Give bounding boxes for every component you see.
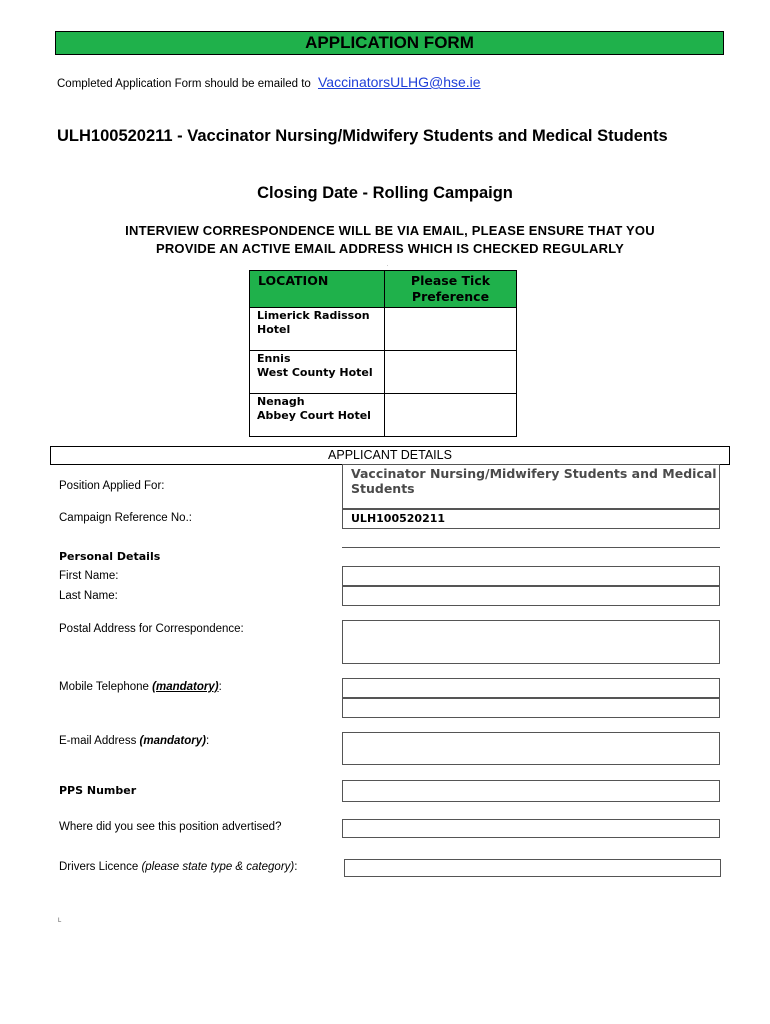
licence-label-text: Drivers Licence: [59, 861, 142, 873]
mobile-telephone-field-2[interactable]: [342, 698, 720, 718]
first-name-label: First Name:: [59, 570, 119, 582]
email-link[interactable]: VaccinatorsULHG@hse.ie: [317, 74, 481, 90]
job-title: ULH100520211 - Vaccinator Nursing/Midwifery Students and Medical Students: [57, 127, 668, 145]
pps-number-label: PPS Number: [59, 784, 137, 797]
interview-notice: [60, 222, 720, 258]
location-row: [250, 351, 517, 394]
preference-cell-limerick[interactable]: [385, 308, 517, 351]
preference-cell-nenagh[interactable]: [385, 394, 517, 437]
preference-column-header: Please Tick Preference: [385, 271, 517, 308]
applicant-details-header: APPLICANT DETAILS: [50, 446, 730, 465]
location-row: [250, 308, 517, 351]
drivers-licence-label: Drivers Licence (please state type & category):: [59, 861, 298, 873]
advertised-label: Where did you see this position advertised?: [59, 821, 282, 833]
divider: [342, 547, 720, 548]
location-name: Ennis West County Hotel: [250, 351, 385, 394]
location-row: [250, 394, 517, 437]
form-title: APPLICATION FORM: [55, 31, 724, 55]
email-label: E-mail Address (mandatory):: [59, 735, 210, 747]
mobile-mandatory-note: (mandatory): [152, 681, 219, 693]
email-instruction: [57, 74, 481, 90]
preference-cell-ennis[interactable]: [385, 351, 517, 394]
location-column-header: LOCATION: [250, 271, 385, 308]
personal-details-heading: Personal Details: [59, 550, 161, 563]
location-table: [249, 270, 517, 437]
location-table-header: [250, 271, 517, 308]
email-address-field[interactable]: [342, 732, 720, 765]
pps-number-field[interactable]: [342, 780, 720, 802]
first-name-field[interactable]: [342, 566, 720, 586]
last-name-field[interactable]: [342, 586, 720, 606]
drivers-licence-field[interactable]: [344, 859, 721, 877]
postal-address-field[interactable]: [342, 620, 720, 664]
email-mandatory-note: (mandatory): [139, 735, 206, 747]
location-name: Limerick Radisson Hotel: [250, 308, 385, 351]
interview-notice-line-2: PROVIDE AN ACTIVE EMAIL ADDRESS WHICH IS CHECKED REGULARLY: [155, 241, 625, 256]
position-label: Position Applied For:: [59, 480, 165, 492]
last-name-label: Last Name:: [59, 590, 118, 602]
mobile-label-text: Mobile Telephone: [59, 681, 153, 693]
interview-notice-line-1: INTERVIEW CORRESPONDENCE WILL BE VIA EMAIL, PLEASE ENSURE THAT YOU: [125, 223, 655, 238]
location-name: Nenagh Abbey Court Hotel: [250, 394, 385, 437]
mobile-telephone-field[interactable]: [342, 678, 720, 698]
email-instruction-text: Completed Application Form should be emailed to: [57, 78, 311, 90]
email-label-text: E-mail Address: [59, 735, 140, 747]
position-field[interactable]: Vaccinator Nursing/Midwifery Students and Medical Students: [342, 464, 720, 509]
closing-date: Closing Date - Rolling Campaign: [257, 184, 513, 202]
campaign-reference-field[interactable]: ULH100520211: [342, 509, 720, 529]
mobile-label: Mobile Telephone (mandatory):: [59, 681, 222, 693]
advertised-field[interactable]: [342, 819, 720, 838]
licence-note: (please state type & category): [141, 861, 295, 873]
tick-mark: .: [387, 262, 389, 268]
footer-mark: L: [58, 918, 62, 924]
postal-address-label: Postal Address for Correspondence:: [59, 623, 244, 635]
campaign-label: Campaign Reference No.:: [59, 512, 192, 524]
